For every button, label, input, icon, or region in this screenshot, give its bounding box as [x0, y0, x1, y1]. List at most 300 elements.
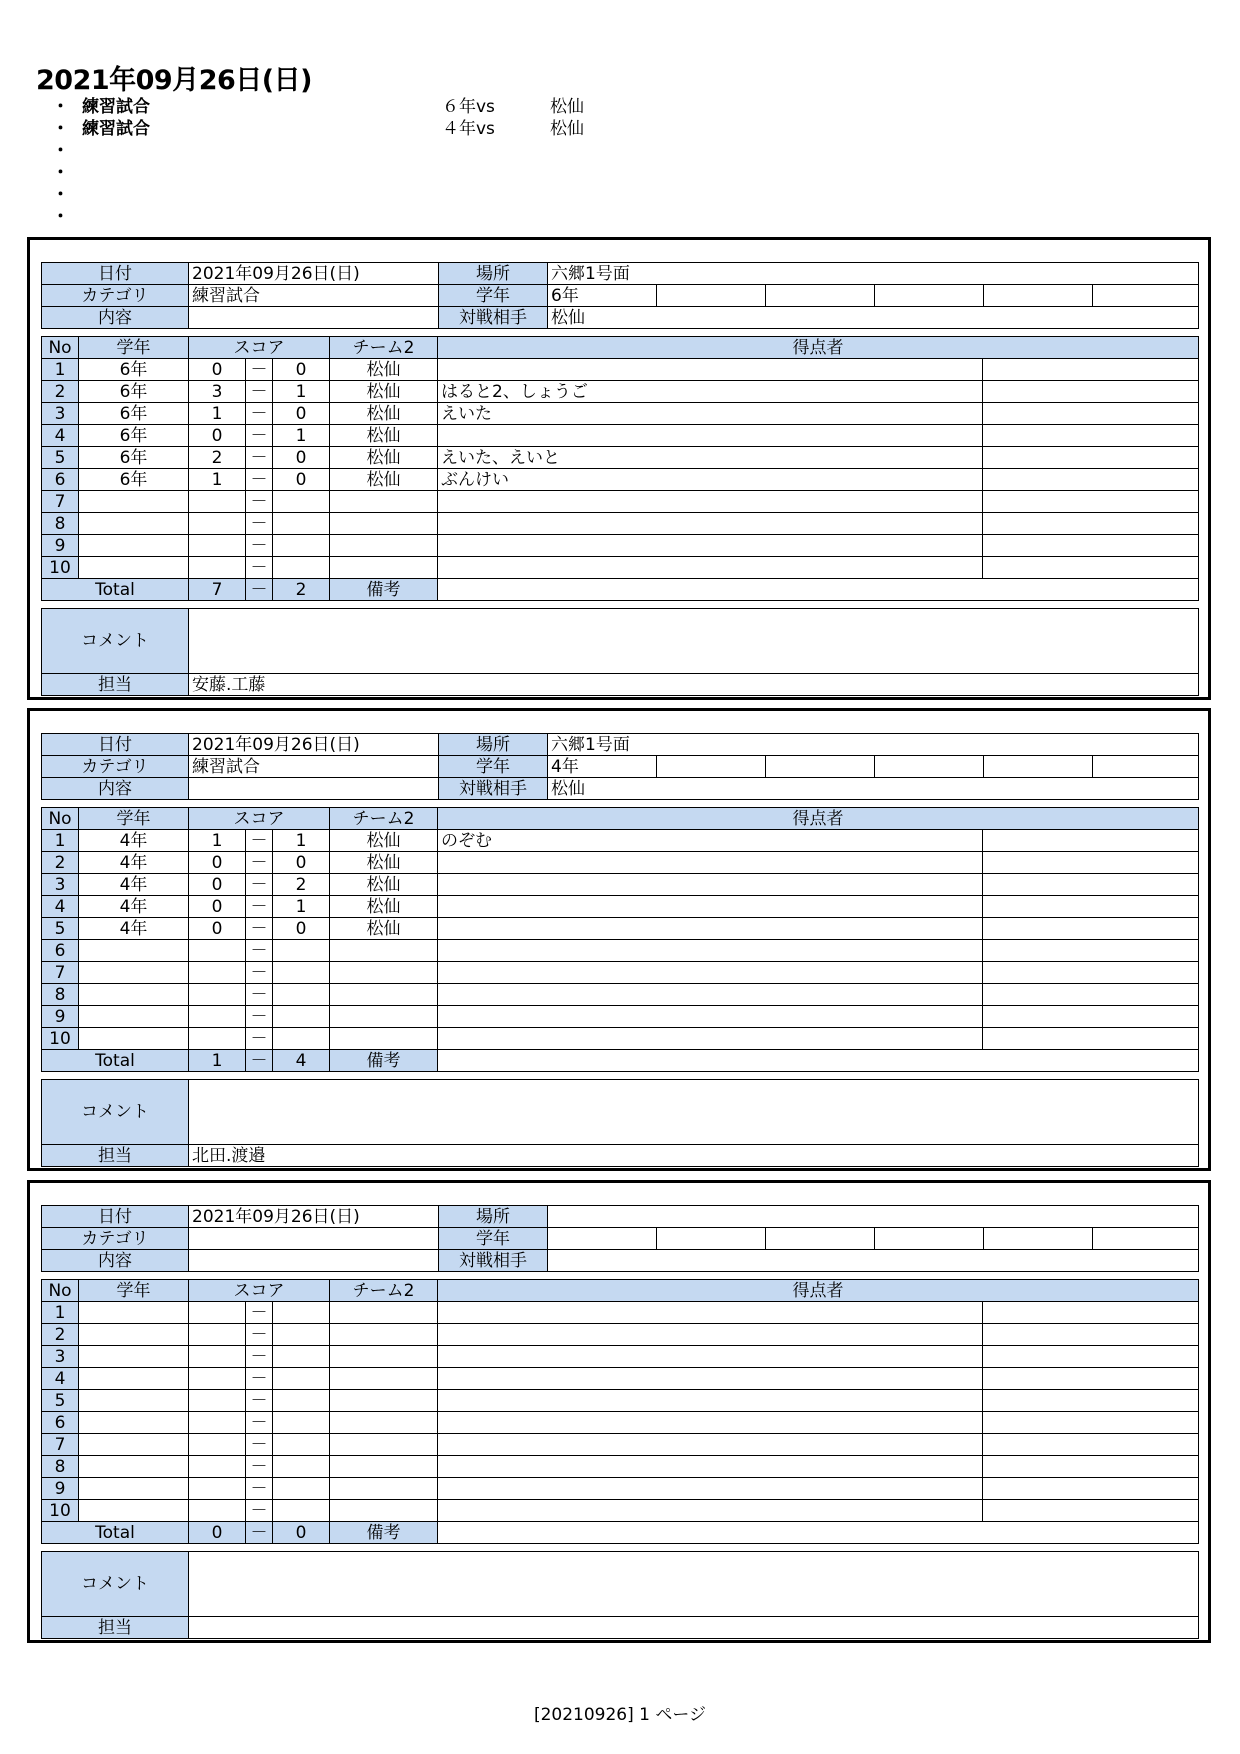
comment-value	[189, 609, 1199, 674]
score-dash: －	[246, 1500, 273, 1522]
row-scorers-extra	[983, 381, 1199, 403]
row-number: 2	[42, 1324, 79, 1346]
info-row	[42, 1206, 1199, 1228]
table-row	[42, 962, 1199, 984]
scorers-header: 得点者	[438, 337, 1199, 359]
row-grade	[79, 1412, 189, 1434]
row-grade: 6年	[79, 425, 189, 447]
grade-extra-cell	[657, 756, 766, 778]
row-team2	[330, 1390, 438, 1412]
page-title: 2021年09月26日(日)	[36, 65, 312, 96]
row-grade	[79, 1368, 189, 1390]
table-row	[42, 469, 1199, 491]
score-own	[189, 962, 246, 984]
row-grade: 6年	[79, 447, 189, 469]
table-row	[42, 1346, 1199, 1368]
table-row	[42, 447, 1199, 469]
row-grade: 4年	[79, 896, 189, 918]
row-grade: 4年	[79, 852, 189, 874]
score-header: スコア	[189, 808, 330, 830]
row-scorers	[438, 1368, 983, 1390]
score-header: スコア	[189, 1280, 330, 1302]
comment-label: コメント	[42, 609, 189, 674]
row-scorers-extra	[983, 1500, 1199, 1522]
row-grade	[79, 1500, 189, 1522]
content-label: 内容	[42, 1250, 189, 1272]
score-opp	[273, 513, 330, 535]
grade-extra-cell	[1093, 756, 1199, 778]
row-team2: 松仙	[330, 469, 438, 491]
score-own: 2	[189, 447, 246, 469]
score-own	[189, 1390, 246, 1412]
grade-extra-cell	[984, 756, 1093, 778]
row-team2	[330, 1346, 438, 1368]
score-header-row	[42, 1280, 1199, 1302]
row-scorers	[438, 425, 983, 447]
total-row	[42, 1050, 1199, 1072]
table-row	[42, 1412, 1199, 1434]
row-scorers-extra	[983, 359, 1199, 381]
opponent-value: 松仙	[548, 307, 1199, 329]
opponent-label: 対戦相手	[439, 307, 548, 329]
row-grade	[79, 1434, 189, 1456]
row-scorers	[438, 1302, 983, 1324]
score-own: 1	[189, 403, 246, 425]
score-dash: －	[246, 1028, 273, 1050]
summary-opponent: 松仙	[550, 119, 584, 139]
table-row	[42, 381, 1199, 403]
date-value: 2021年09月26日(日)	[189, 734, 439, 756]
info-row	[42, 778, 1199, 800]
row-scorers-extra	[983, 962, 1199, 984]
row-team2	[330, 1006, 438, 1028]
score-opp	[273, 940, 330, 962]
score-dash: －	[246, 381, 273, 403]
score-own	[189, 557, 246, 579]
table-row	[42, 1390, 1199, 1412]
row-scorers	[438, 513, 983, 535]
score-dash: －	[246, 896, 273, 918]
opponent-label: 対戦相手	[439, 778, 548, 800]
grade-extra-cell	[657, 1228, 766, 1250]
category-value: 練習試合	[189, 756, 439, 778]
row-number: 6	[42, 469, 79, 491]
table-row	[42, 359, 1199, 381]
bullet: ・	[52, 163, 69, 183]
score-own: 1	[189, 469, 246, 491]
total-label: Total	[42, 1050, 189, 1072]
category-value: 練習試合	[189, 285, 439, 307]
row-grade: 6年	[79, 469, 189, 491]
row-scorers-extra	[983, 874, 1199, 896]
grade-extra-cell	[984, 285, 1093, 307]
row-scorers	[438, 1390, 983, 1412]
opponent-value: 松仙	[548, 778, 1199, 800]
row-number: 5	[42, 1390, 79, 1412]
score-own: 1	[189, 830, 246, 852]
score-own	[189, 513, 246, 535]
score-own	[189, 1028, 246, 1050]
score-own	[189, 535, 246, 557]
row-scorers-extra	[983, 491, 1199, 513]
score-opp: 0	[273, 447, 330, 469]
row-grade	[79, 557, 189, 579]
score-dash: －	[246, 918, 273, 940]
grade-extra-cell	[766, 1228, 875, 1250]
row-scorers-extra	[983, 1390, 1199, 1412]
score-dash: －	[246, 874, 273, 896]
score-own	[189, 1302, 246, 1324]
row-scorers-extra	[983, 984, 1199, 1006]
content-value	[189, 1250, 439, 1272]
category-label: カテゴリ	[42, 285, 189, 307]
row-team2: 松仙	[330, 896, 438, 918]
match-info-table	[41, 733, 1199, 800]
row-team2	[330, 1456, 438, 1478]
row-grade: 4年	[79, 830, 189, 852]
row-team2	[330, 1500, 438, 1522]
score-table	[41, 1279, 1199, 1544]
row-grade	[79, 513, 189, 535]
table-row	[42, 918, 1199, 940]
info-row	[42, 263, 1199, 285]
row-number: 2	[42, 381, 79, 403]
table-row	[42, 1478, 1199, 1500]
row-team2	[330, 491, 438, 513]
row-scorers-extra	[983, 1478, 1199, 1500]
row-team2: 松仙	[330, 403, 438, 425]
row-team2	[330, 535, 438, 557]
score-opp	[273, 1324, 330, 1346]
row-number: 8	[42, 513, 79, 535]
row-scorers	[438, 918, 983, 940]
row-scorers-extra	[983, 1412, 1199, 1434]
date-value: 2021年09月26日(日)	[189, 1206, 439, 1228]
score-dash: －	[246, 1478, 273, 1500]
place-label: 場所	[439, 1206, 548, 1228]
summary-label: 練習試合	[82, 119, 150, 139]
score-dash: －	[246, 1412, 273, 1434]
score-table	[41, 807, 1199, 1072]
comment-table	[41, 1079, 1199, 1167]
content-value	[189, 307, 439, 329]
table-row	[42, 940, 1199, 962]
row-number: 3	[42, 1346, 79, 1368]
row-scorers-extra	[983, 1028, 1199, 1050]
grade-value	[548, 1228, 657, 1250]
comment-value	[189, 1080, 1199, 1145]
scorers-header: 得点者	[438, 1280, 1199, 1302]
row-team2	[330, 962, 438, 984]
row-number: 10	[42, 1028, 79, 1050]
row-scorers: えいた、えいと	[438, 447, 983, 469]
score-dash: －	[246, 1434, 273, 1456]
row-scorers	[438, 874, 983, 896]
score-own: 0	[189, 425, 246, 447]
score-opp	[273, 962, 330, 984]
score-dash: －	[246, 940, 273, 962]
category-label: カテゴリ	[42, 1228, 189, 1250]
row-scorers	[438, 557, 983, 579]
summary-label: 練習試合	[82, 97, 150, 117]
score-opp: 2	[273, 874, 330, 896]
table-row	[42, 984, 1199, 1006]
person-value	[189, 1617, 1199, 1639]
row-team2	[330, 940, 438, 962]
row-grade	[79, 1390, 189, 1412]
row-scorers	[438, 984, 983, 1006]
score-own	[189, 984, 246, 1006]
grade-extra-cell	[1093, 285, 1199, 307]
total-own: 0	[189, 1522, 246, 1544]
score-opp	[273, 1412, 330, 1434]
no-header: No	[42, 337, 79, 359]
row-number: 4	[42, 1368, 79, 1390]
row-team2: 松仙	[330, 381, 438, 403]
row-number: 2	[42, 852, 79, 874]
row-scorers	[438, 962, 983, 984]
row-grade	[79, 940, 189, 962]
grade-extra-cell	[766, 285, 875, 307]
score-own	[189, 1500, 246, 1522]
content-value	[189, 778, 439, 800]
row-grade	[79, 1478, 189, 1500]
table-row	[42, 1006, 1199, 1028]
table-row	[42, 1028, 1199, 1050]
score-header-row	[42, 808, 1199, 830]
row-scorers-extra	[983, 1302, 1199, 1324]
row-scorers	[438, 491, 983, 513]
score-opp: 1	[273, 425, 330, 447]
score-own	[189, 1346, 246, 1368]
score-own: 0	[189, 918, 246, 940]
score-opp	[273, 491, 330, 513]
row-team2: 松仙	[330, 447, 438, 469]
score-dash: －	[246, 1324, 273, 1346]
score-opp: 0	[273, 469, 330, 491]
match-report-block	[27, 237, 1211, 700]
total-dash: －	[246, 579, 273, 601]
row-team2: 松仙	[330, 852, 438, 874]
bullet: ・	[52, 119, 69, 139]
score-dash: －	[246, 425, 273, 447]
score-dash: －	[246, 469, 273, 491]
match-report-block	[27, 708, 1211, 1171]
score-opp: 0	[273, 918, 330, 940]
row-scorers	[438, 1028, 983, 1050]
table-row	[42, 1434, 1199, 1456]
score-own	[189, 1412, 246, 1434]
score-opp	[273, 1302, 330, 1324]
table-row	[42, 535, 1199, 557]
row-scorers	[438, 1412, 983, 1434]
total-dash: －	[246, 1522, 273, 1544]
remarks-label: 備考	[330, 1050, 438, 1072]
row-grade	[79, 1028, 189, 1050]
grade-extra-cell	[657, 285, 766, 307]
table-row	[42, 896, 1199, 918]
table-row	[42, 1456, 1199, 1478]
content-label: 内容	[42, 307, 189, 329]
row-scorers: えいた	[438, 403, 983, 425]
row-scorers	[438, 1500, 983, 1522]
person-label: 担当	[42, 1145, 189, 1167]
scorers-header: 得点者	[438, 808, 1199, 830]
score-own: 3	[189, 381, 246, 403]
info-row	[42, 734, 1199, 756]
row-team2: 松仙	[330, 830, 438, 852]
row-scorers-extra	[983, 1324, 1199, 1346]
score-opp	[273, 1368, 330, 1390]
grade-extra-cell	[875, 285, 984, 307]
team2-header: チーム2	[330, 808, 438, 830]
row-scorers	[438, 1324, 983, 1346]
score-opp	[273, 1434, 330, 1456]
score-own	[189, 1456, 246, 1478]
row-team2: 松仙	[330, 425, 438, 447]
row-team2	[330, 984, 438, 1006]
score-own: 0	[189, 896, 246, 918]
row-number: 8	[42, 1456, 79, 1478]
row-scorers	[438, 1434, 983, 1456]
table-row	[42, 403, 1199, 425]
score-dash: －	[246, 447, 273, 469]
row-number: 7	[42, 1434, 79, 1456]
row-team2	[330, 557, 438, 579]
row-scorers-extra	[983, 1006, 1199, 1028]
score-table	[41, 336, 1199, 601]
score-dash: －	[246, 359, 273, 381]
row-grade: 4年	[79, 874, 189, 896]
row-scorers-extra	[983, 896, 1199, 918]
person-row	[42, 1617, 1199, 1639]
grade-extra-cell	[984, 1228, 1093, 1250]
comment-label: コメント	[42, 1080, 189, 1145]
score-dash: －	[246, 1302, 273, 1324]
row-team2	[330, 1028, 438, 1050]
row-grade	[79, 1302, 189, 1324]
score-opp	[273, 1456, 330, 1478]
comment-label: コメント	[42, 1552, 189, 1617]
table-row	[42, 1324, 1199, 1346]
grade-header: 学年	[79, 808, 189, 830]
grade-value: 6年	[548, 285, 657, 307]
row-number: 4	[42, 425, 79, 447]
row-number: 6	[42, 940, 79, 962]
person-value: 安藤.工藤	[189, 674, 1199, 696]
score-dash: －	[246, 830, 273, 852]
row-number: 9	[42, 1478, 79, 1500]
category-label: カテゴリ	[42, 756, 189, 778]
table-row	[42, 852, 1199, 874]
row-scorers	[438, 1478, 983, 1500]
score-dash: －	[246, 513, 273, 535]
info-row	[42, 285, 1199, 307]
total-label: Total	[42, 579, 189, 601]
score-opp	[273, 1500, 330, 1522]
row-grade	[79, 1006, 189, 1028]
score-dash: －	[246, 1006, 273, 1028]
info-row	[42, 307, 1199, 329]
row-grade: 6年	[79, 381, 189, 403]
place-label: 場所	[439, 263, 548, 285]
score-own	[189, 1324, 246, 1346]
date-label: 日付	[42, 263, 189, 285]
row-team2	[330, 1412, 438, 1434]
page-footer: [20210926] 1 ページ	[533, 1705, 707, 1725]
row-grade	[79, 491, 189, 513]
row-number: 10	[42, 557, 79, 579]
remarks-label: 備考	[330, 1522, 438, 1544]
score-opp: 0	[273, 359, 330, 381]
match-info-table	[41, 262, 1199, 329]
row-scorers: ぶんけい	[438, 469, 983, 491]
bullet: ・	[52, 97, 69, 117]
score-dash: －	[246, 852, 273, 874]
place-label: 場所	[439, 734, 548, 756]
row-number: 1	[42, 359, 79, 381]
score-dash: －	[246, 535, 273, 557]
info-row	[42, 1250, 1199, 1272]
row-grade	[79, 1456, 189, 1478]
score-opp: 1	[273, 830, 330, 852]
row-scorers-extra	[983, 447, 1199, 469]
table-row	[42, 425, 1199, 447]
match-report-block	[27, 1180, 1211, 1643]
remarks-value	[438, 1522, 1199, 1544]
place-value	[548, 1206, 1199, 1228]
row-scorers-extra	[983, 425, 1199, 447]
table-row	[42, 830, 1199, 852]
row-number: 7	[42, 491, 79, 513]
table-row	[42, 874, 1199, 896]
row-grade	[79, 535, 189, 557]
grade-label: 学年	[439, 285, 548, 307]
score-opp: 0	[273, 852, 330, 874]
row-grade	[79, 962, 189, 984]
person-value: 北田.渡邉	[189, 1145, 1199, 1167]
row-team2	[330, 1434, 438, 1456]
row-number: 3	[42, 403, 79, 425]
score-dash: －	[246, 491, 273, 513]
person-row	[42, 1145, 1199, 1167]
grade-extra-cell	[766, 756, 875, 778]
summary-grade: ６年vs	[442, 97, 495, 117]
comment-row	[42, 1080, 1199, 1145]
row-scorers	[438, 1006, 983, 1028]
row-scorers-extra	[983, 1346, 1199, 1368]
person-label: 担当	[42, 674, 189, 696]
row-scorers	[438, 940, 983, 962]
total-row	[42, 579, 1199, 601]
row-team2: 松仙	[330, 874, 438, 896]
no-header: No	[42, 808, 79, 830]
date-value: 2021年09月26日(日)	[189, 263, 439, 285]
score-own	[189, 1434, 246, 1456]
row-number: 4	[42, 896, 79, 918]
row-number: 10	[42, 1500, 79, 1522]
score-opp	[273, 1478, 330, 1500]
row-scorers	[438, 359, 983, 381]
person-row	[42, 674, 1199, 696]
total-row	[42, 1522, 1199, 1544]
score-opp: 0	[273, 403, 330, 425]
remarks-label: 備考	[330, 579, 438, 601]
score-own	[189, 1006, 246, 1028]
row-team2	[330, 513, 438, 535]
date-label: 日付	[42, 1206, 189, 1228]
grade-header: 学年	[79, 1280, 189, 1302]
